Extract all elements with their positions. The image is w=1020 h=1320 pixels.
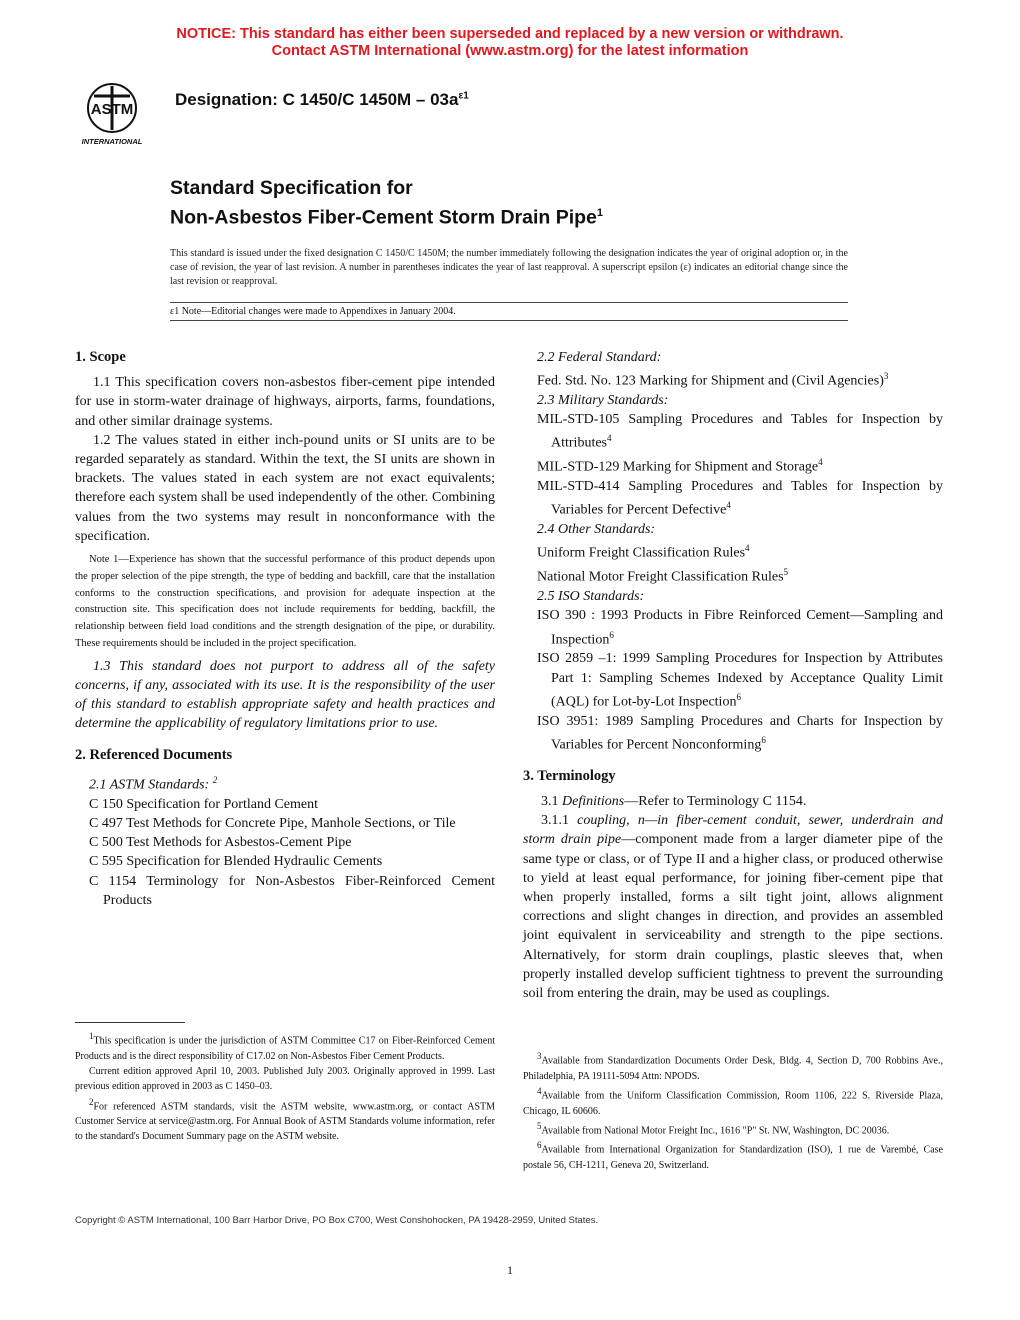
terminology-3-1: 3.1 Definitions—Refer to Terminology C 1154. [541, 793, 807, 809]
footnote-rule [75, 1022, 185, 1023]
reference-item: C 500 Test Methods for Asbestos-Cement Pipe [89, 835, 352, 851]
reference-item: C 497 Test Methods for Concrete Pipe, Manhole Sections, or Tile [89, 815, 456, 831]
footnote: $^2$For referenced ASTM standards, visit the ASTM website, www.astm.org, or contact ASTM Customer Service at service@astm.org. For Annual Book of ASTM Standards volume information, refer to the standard's Document Summary page on the ASTM website. [75, 1096, 495, 1143]
footnote: $^5$Available from National Motor Freight Inc., 1616 "P" St. NW, Washington, DC 20036. [537, 1120, 890, 1137]
refdocs-heading: 2. Referenced Documents [75, 746, 233, 763]
reference-item: MIL-STD-414 Sampling Procedures and Tables for Inspection by Variables for Percent Defective$^4$ [537, 479, 943, 519]
terminology-heading: 3. Terminology [523, 767, 616, 784]
reference-item: MIL-STD-105 Sampling Procedures and Tables for Inspection by Attributes$^4$ [537, 412, 943, 452]
other-list [523, 539, 943, 587]
terminology-3-1-1: 3.1.1 coupling, n—in fiber-cement conduit, sewer, underdrain and storm drain pipe—component made from a larger diameter pipe of the same type or class, or of Type II and a higher class, or produced otherwise to yield at least equal performance, for joining fiber-cement pipe that when properly installed, forms a silt tight joint, allows alignment corrections and slight changes in direction, and provides an assembled joint equivalent in serviceability and strength to the pipe sections. Alternatively, for storm drain couplings, plastic sleeves that, when properly installed develop sufficient tightness to prevent the surrounding soil from entering the drain, may be used as couplings. [523, 813, 944, 1001]
title-line-2: Non-Asbestos Fiber-Cement Storm Drain Pipe [170, 206, 597, 229]
document-title [170, 176, 603, 231]
divider [170, 320, 848, 321]
footnote: $^4$Available from the Uniform Classification Commission, Room 1106, 222 S. Riverside Plaza, Chicago, IL 60606. [523, 1085, 943, 1117]
reference-item: MIL-STD-129 Marking for Shipment and Storage$^4$ [537, 457, 823, 475]
title-footnote-ref: 1 [596, 207, 604, 219]
military-list [523, 410, 943, 520]
scope-1-2: 1.2 The values stated in either inch-pound units or SI units are to be regarded separately as standard. Within the text, the SI units are shown in brackets. The values stated in each system are not exact equivalents; therefore each system shall be used independently of the other. Combining values from the two systems may result in nonconformance with the specification. [75, 432, 495, 544]
iso-heading: 2.5 ISO Standards: [537, 589, 645, 605]
footnote: Current edition approved April 10, 2003. Published July 2003. Originally approved in 1999. Last previous edition approved in 2003 as C 1450–03. [75, 1065, 495, 1093]
designation [175, 90, 469, 110]
astm-logo [64, 78, 160, 148]
right-column [523, 348, 943, 1003]
issued-note: This standard is issued under the fixed designation C 1450/C 1450M; the number immediately following the designation indicates the year of original adoption or, in the case of revision, the year of last revision. A number in parentheses indicates the year of last reapproval. A superscript epsilon (ε) indicates an editorial change since the last revision or reapproval. [170, 248, 848, 287]
notice-line-1: NOTICE: This standard has either been superseded and replaced by a new version or withdrawn. [176, 26, 844, 42]
astm-standards-list [75, 795, 495, 910]
reference-item: Fed. Std. No. 123 Marking for Shipment and (Civil Agencies)$^3$ [537, 371, 889, 389]
federal-heading: 2.2 Federal Standard: [537, 350, 662, 365]
reference-item: ISO 3951: 1989 Sampling Procedures and Charts for Inspection by Variables for Percent Nonconforming$^6$ [537, 713, 943, 753]
astm-standards-heading: 2.1 ASTM Standards: $^2$ [89, 774, 218, 793]
notice-line-2: Contact ASTM International (www.astm.org) for the latest information [271, 43, 749, 59]
iso-list [523, 606, 943, 754]
left-column [75, 348, 495, 910]
federal-list [523, 367, 943, 391]
reference-item: ISO 390 : 1993 Products in Fibre Reinforced Cement—Sampling and Inspection$^6$ [537, 608, 943, 648]
footnote: $^6$Available from International Organization for Standardization (ISO), 1 rue de Varembé, Case postale 56, CH-1211, Geneva 20, Switzerland. [523, 1140, 943, 1172]
footnote: $^3$Available from Standardization Documents Order Desk, Bldg. 4, Section D, 700 Robbins Ave., Philadelphia, PA 19111-5094 Attn: NPODS. [523, 1051, 943, 1082]
reference-item: ISO 2859 –1: 1999 Sampling Procedures for Inspection by Attributes Part 1: Sampling Schemes Indexed by Acceptance Quality Limit (AQL) for Lot-by-Lot Inspection$^6$ [537, 651, 943, 710]
designation-epsilon: ε1 [458, 90, 469, 102]
logo-subtext: INTERNATIONAL [81, 137, 143, 146]
withdrawal-notice [0, 26, 1020, 60]
logo-text: ASTM [90, 101, 134, 118]
reference-item: Uniform Freight Classification Rules$^4$ [537, 543, 750, 562]
scope-1-1: 1.1 This specification covers non-asbestos fiber-cement pipe intended for use in storm-water drainage of highways, airports, farms, foundations, and other similar drainage systems. [75, 375, 495, 429]
reference-item: C 1154 Terminology for Non-Asbestos Fiber-Reinforced Cement Products [89, 873, 495, 908]
epsilon-note: ε1 Note—Editorial changes were made to Appendixes in January 2004. [170, 302, 848, 319]
title-line-1: Standard Specification for [170, 177, 413, 199]
scope-heading: 1. Scope [75, 349, 126, 365]
reference-item: C 595 Specification for Blended Hydraulic Cements [89, 854, 383, 870]
scope-1-3: 1.3 This standard does not purport to address all of the safety concerns, if any, associated with its use. It is the responsibility of the user of this standard to establish appropriate safety and health practices and determine the applicability of regulatory limitations prior to use. [75, 658, 495, 732]
page-number: 1 [507, 1263, 513, 1277]
astm-logo-icon [64, 78, 160, 148]
footnotes-left [75, 1022, 495, 1145]
footnote: $^1$This specification is under the jurisdiction of ASTM Committee C17 on Fiber-Reinforced Cement Products and is the direct responsibility of C17.02 on Non-Asbestos Fiber Cement Products. [75, 1031, 495, 1062]
other-heading: 2.4 Other Standards: [537, 522, 656, 538]
reference-item: C 150 Specification for Portland Cement [89, 796, 319, 812]
reference-item: National Motor Freight Classification Rules$^5$ [537, 567, 789, 585]
note-1: Note 1—Experience has shown that the successful performance of this product depends upon the proper selection of the pipe strength, the type of bedding and backfill, care that the installation conforms to the construction specifications, and provision for adequate inspection at the construction site. This specification does not include requirements for bedding, backfill, the relationship between field load conditions and the strength designation of the pipe, or durability. These requirements should be included in the project specification. [75, 554, 495, 650]
copyright: Copyright © ASTM International, 100 Barr Harbor Drive, PO Box C700, West Conshohocken, PA 19428-2959, United States. [75, 1215, 599, 1226]
military-heading: 2.3 Military Standards: [537, 393, 669, 409]
designation-text: Designation: C 1450/C 1450M – 03a [175, 90, 459, 109]
footnotes-right [523, 1049, 943, 1173]
